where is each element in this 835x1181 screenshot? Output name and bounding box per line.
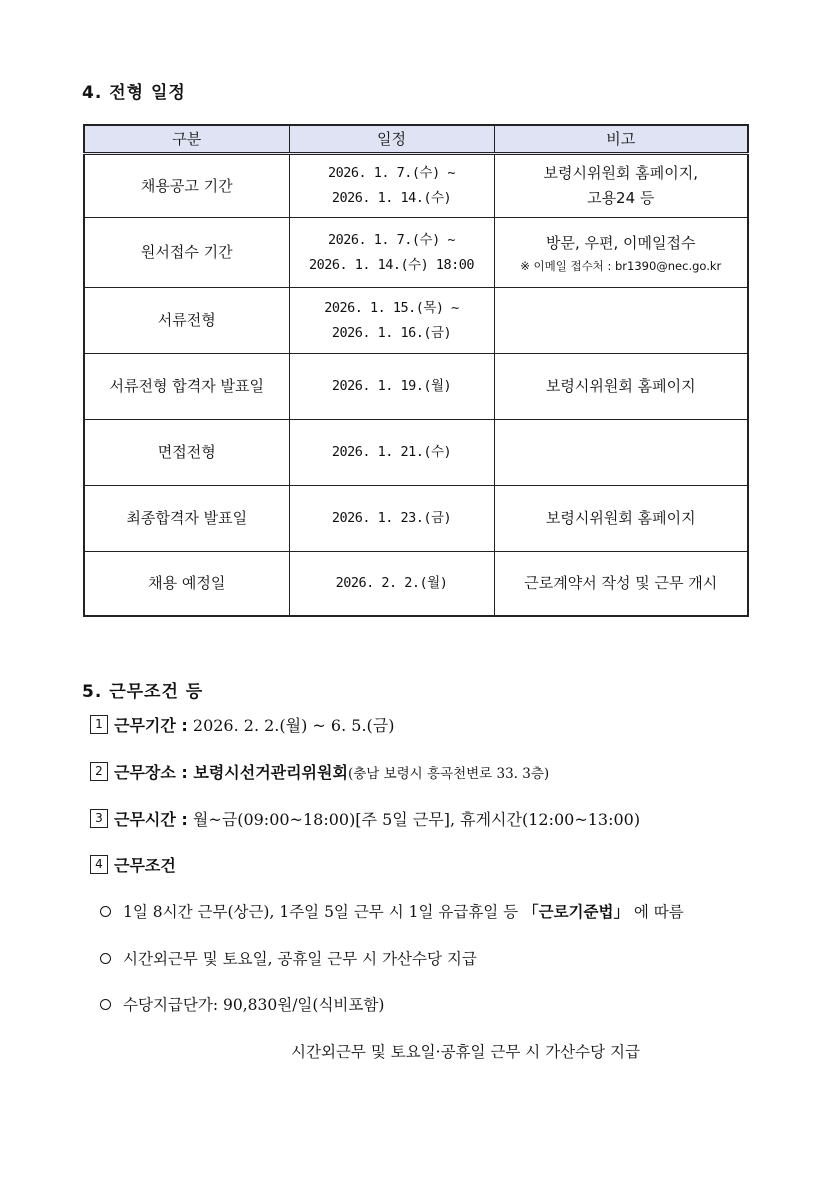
row-schedule: 2026. 1. 19.(월)	[289, 354, 494, 420]
row-note: 보령시위원회 홈페이지	[494, 486, 748, 552]
trailing-note: 시간외근무 및 토요일·공휴일 근무 시 가산수당 지급	[291, 1043, 640, 1061]
condition-item-location	[90, 760, 549, 783]
schedule-line: 2026. 1. 15.(목) ~	[324, 299, 459, 316]
item-label: 근무장소 :	[114, 763, 188, 782]
item-label: 근무시간 :	[114, 810, 188, 829]
row-note	[494, 288, 748, 354]
number-box: 4	[90, 855, 108, 874]
bullet-text: 1일 8시간 근무(상근), 1주일 5일 근무 시 1일 유급휴일 등	[123, 903, 524, 921]
note-line: 보령시위원회 홈페이지,	[543, 164, 698, 182]
row-note: 근로계약서 작성 및 근무 개시	[494, 552, 748, 616]
item-value: 월~금(09:00~18:00)[주 5일 근무], 휴게시간(12:00~13:00)	[187, 810, 641, 829]
row-schedule: 2026. 1. 23.(금)	[289, 486, 494, 552]
bullet-text: 수당지급단가: 90,830원/일(식비포함)	[123, 996, 385, 1014]
note-line: 방문, 우편, 이메일접수	[546, 234, 696, 252]
schedule-line: 2026. 1. 16.(금)	[331, 324, 452, 341]
condition-item-hours	[90, 807, 640, 830]
row-category: 채용 예정일	[84, 552, 289, 616]
schedule-line: 2026. 1. 7.(수) ~	[328, 165, 455, 181]
circle-bullet-icon	[100, 906, 111, 917]
row-note: 보령시위원회 홈페이지	[494, 354, 748, 420]
row-note	[494, 154, 748, 218]
row-note	[494, 420, 748, 486]
item-label: 근무조건	[114, 856, 176, 875]
row-category: 면접전형	[84, 420, 289, 486]
bullet-item	[100, 993, 384, 1015]
row-schedule: 2026. 2. 2.(월)	[289, 552, 494, 616]
schedule-line: 2026. 1. 14.(수) 18:00	[308, 256, 475, 273]
row-category: 서류전형	[84, 288, 289, 354]
number-box: 2	[90, 762, 108, 781]
row-category: 원서접수 기간	[84, 218, 289, 288]
item-value: 보령시선거관리위원회	[187, 763, 348, 782]
note-line: 고용24 등	[587, 189, 655, 207]
header-category: 구분	[84, 125, 289, 154]
row-schedule	[289, 288, 494, 354]
circle-bullet-icon	[100, 999, 111, 1010]
condition-item-terms	[90, 853, 176, 876]
email-note: ※ 이메일 접수처 : br1390@nec.go.kr	[520, 259, 722, 273]
row-note	[494, 218, 748, 288]
row-category: 채용공고 기간	[84, 154, 289, 218]
table-row	[84, 354, 748, 420]
table-row	[84, 486, 748, 552]
number-box: 1	[90, 715, 108, 734]
section-4-title: 4. 전형 일정	[82, 83, 186, 103]
schedule-line: 2026. 1. 14.(수)	[331, 190, 452, 206]
row-category: 최종합격자 발표일	[84, 486, 289, 552]
schedule-table	[83, 124, 749, 617]
row-schedule	[289, 154, 494, 218]
item-address: (충남 보령시 흥곡천변로 33. 3층)	[347, 766, 550, 782]
row-category: 서류전형 합격자 발표일	[84, 354, 289, 420]
header-note: 비고	[494, 125, 748, 154]
table-row	[84, 154, 748, 218]
item-label: 근무기간 :	[114, 716, 188, 735]
bullet-item	[100, 900, 684, 922]
table-row	[84, 218, 748, 288]
row-schedule	[289, 218, 494, 288]
table-header-row	[84, 125, 748, 154]
condition-item-period	[90, 713, 394, 736]
bullet-item	[100, 947, 477, 969]
labor-law-emphasis: 「근로기준법」	[523, 902, 629, 921]
section-5-title: 5. 근무조건 등	[82, 682, 204, 702]
header-schedule: 일정	[289, 125, 494, 154]
bullet-text: 시간외근무 및 토요일, 공휴일 근무 시 가산수당 지급	[123, 950, 477, 968]
item-value: 2026. 2. 2.(월) ~ 6. 5.(금)	[187, 716, 395, 735]
number-box: 3	[90, 809, 108, 828]
table-row	[84, 552, 748, 616]
schedule-line: 2026. 1. 7.(수) ~	[328, 231, 455, 248]
bullet-text-end: 에 따름	[628, 903, 684, 921]
circle-bullet-icon	[100, 953, 111, 964]
table-row	[84, 288, 748, 354]
row-schedule: 2026. 1. 21.(수)	[289, 420, 494, 486]
table-row	[84, 420, 748, 486]
